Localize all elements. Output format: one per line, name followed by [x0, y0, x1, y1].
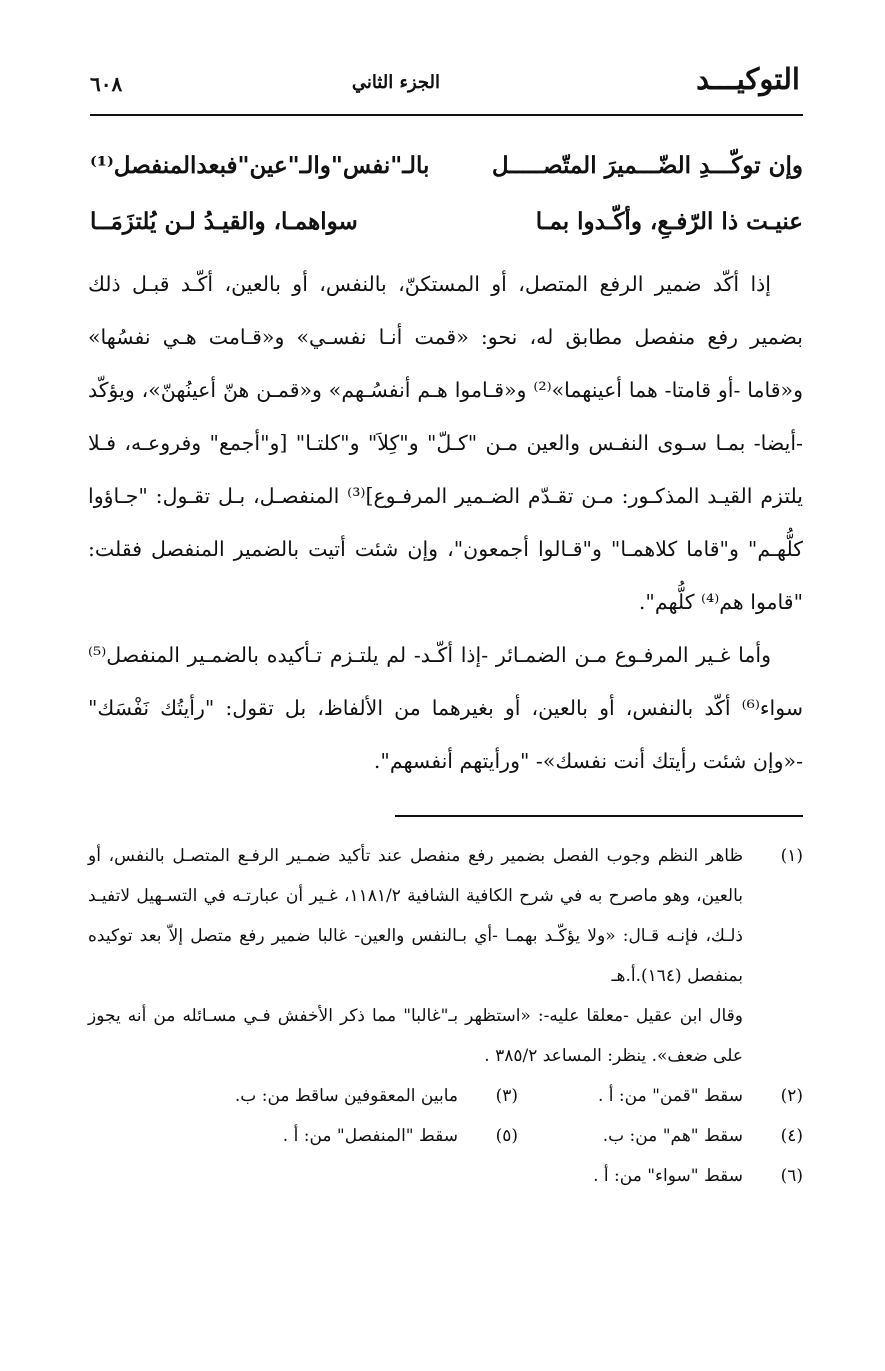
footnote-number: (٦) [780, 1166, 803, 1186]
footnote-row-2-3 [88, 1076, 803, 1116]
footnote-row-4-5 [88, 1116, 803, 1156]
header-rule [90, 114, 803, 116]
main-text [88, 258, 803, 788]
verse-2-left-hemistich: سواهمـا، والقيـدُ لـن يُلتزَمَــا [90, 208, 358, 235]
verse-line-1 [90, 152, 803, 196]
verse-2-right-hemistich: عنيـت ذا الرّفـعِ، وأكّـدوا بمـا [535, 208, 803, 235]
verse-1-left-hemistich: بالـ"نفس"والـ"عين"فبعدالمنفصل⁽¹⁾ [90, 152, 430, 179]
running-header [90, 62, 800, 112]
part-label: الجزء الثاني [351, 72, 440, 93]
paragraph-1: إذا أكّد ضمير الرفع المتصل، أو المستكنّ، بالنفس، أو بالعين، أكّـد قبـل ذلك بضمير رفع منفصل مطابق له، نحو: «قمت أنـا نفسـي» و«قـامت هـي نفسُها» و«قاما -أو قامتا- هما أعينهما»⁽²⁾ و«قـاموا هـم أنفسُـهم» و«قمـن هنّ أعينُهنّ»، ويؤكّد -أيضا- بمـا سـوى النفـس والعين مـن "كـلّ" و"كِلاَ" و"كلتـا" [و"أجمع" وفروعـه، فـلا يلتزم القيـد المذكـور: مـن تقـدّم الضـمير المرفـوع]⁽³⁾ المنفصـل، بـل تقـول: "جـاؤوا كلُّهـم" و"قاما كلاهمـا" و"قـالوا أجمعون"، وإن شئت أتيت بالضمير المنفصل فقلت: "قاموا هم⁽⁴⁾ كلُّهم". [88, 272, 803, 614]
footnote-1 [88, 836, 803, 1076]
footnote-row-6 [88, 1156, 803, 1196]
verse-line-2 [90, 208, 803, 252]
footnote-text-continued: وقال ابن عقيل -معلقا عليه-: «استظهر بـ"غالبا" مما ذكر الأخفش فـي مسـائله من أنه يجوز على ضعف». ينظر: المساعد ٣٨٥/٢ . [88, 1006, 743, 1066]
footnote-number: (٥) [495, 1126, 518, 1146]
footnote-text: سقط "سواء" من: أ . [593, 1166, 743, 1186]
footnote-text: سقط "المنفصل" من: أ . [282, 1126, 458, 1146]
verse-1-right-hemistich: وإن توكّـــدِ الضّـــميرَ المتّصـــــل [491, 152, 803, 179]
page-number: ٦٠٨ [90, 72, 123, 96]
footnote-number: (٣) [495, 1086, 518, 1106]
footnote-number: (٢) [780, 1086, 803, 1106]
footnotes [88, 836, 803, 1196]
footnote-text: سقط "قمن" من: أ . [597, 1086, 743, 1106]
chapter-title: التوكيـــد [696, 62, 800, 96]
footnote-text: مابين المعقوفين ساقط من: ب. [234, 1086, 458, 1106]
footnote-text: سقط "هم" من: ب. [602, 1126, 743, 1146]
footnote-separator [395, 815, 803, 817]
footnote-text: ظاهر النظم وجوب الفصل بضمير رفع منفصل عند تأكيد ضمـير الرفـع المتصـل بالنفس، أو بالعين، وهو ماصرح به في شرح الكافية الشافية ١١٨١/٢، غـير أن عبارتـه في التسـهيل لاتفيـد ذلـك، فإنـه قـال: «ولا يؤكّـد بهمـا -أي بـالنفس والعين- غالبا ضمير رفع متصل إلاّ بعد توكيده بمنفصل (١٦٤).أ.هـ [88, 846, 743, 986]
footnote-number: (١) [780, 846, 803, 866]
paragraph-2: وأما غـير المرفـوع مـن الضمـائر -إذا أكّـد- لم يلتـزم تـأكيده بالضمـير المنفصل⁽⁵⁾ سواء⁽⁶⁾ أكّد بالنفس، أو بالعين، أو بغيرهما من الألفاظ، بل تقول: "رأيتُك نَفْسَك" -«وإن شئت رأيتك أنت نفسك»- "ورأيتهم أنفسهم". [88, 643, 803, 773]
footnote-number: (٤) [780, 1126, 803, 1146]
